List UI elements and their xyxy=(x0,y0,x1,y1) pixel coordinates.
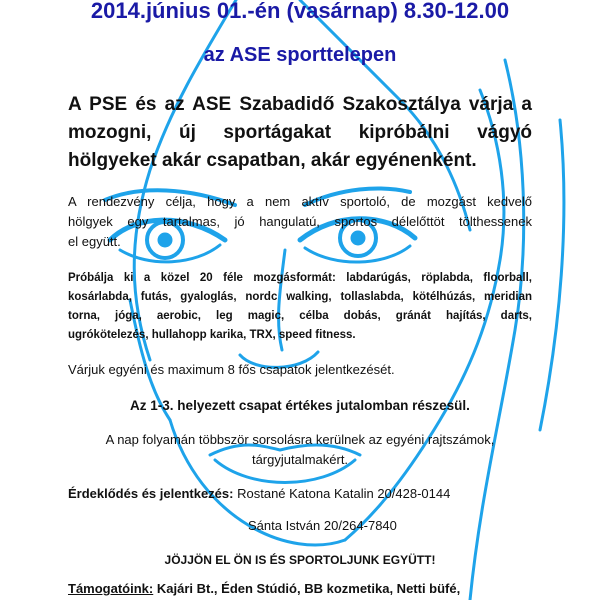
sponsors-label: Támogatóink: xyxy=(68,581,154,596)
date-line: 2014.június 01.-én (vasárnap) 8.30-12.00 xyxy=(90,0,510,23)
purpose-line-2: hölgyek egy tartalmas, jó hangulatú, sportos délelőttöt tölthessenek xyxy=(68,214,532,229)
raffle-line-2: tárgyjutalmakért. xyxy=(251,452,349,467)
intro-line-3: hölgyeket akár csapatban, akár egyénenként. xyxy=(68,150,477,171)
location-line: az ASE sporttelepen xyxy=(203,44,397,66)
sports-line-4: ugrókötelezés, hullahopp karika, TRX, speed fitness. xyxy=(68,329,356,341)
intro-line-1: A PSE és az ASE Szabadidő Szakosztálya várja a xyxy=(68,94,532,115)
sports-line-1: Próbálja ki a közel 20 féle mozgásformát: labdarúgás, röplabda, floorball, xyxy=(68,272,532,284)
contact-person-2: Sánta István 20/264-7840 xyxy=(248,518,397,533)
raffle-line-1: A nap folyamán többször sorsolásra kerülnek az egyéni rajtszámok, xyxy=(105,432,495,447)
purpose-line-1: A rendezvény célja, hogy a nem aktív sportoló, de mozgást kedvelő xyxy=(68,194,532,209)
sports-line-3: torna, jóga, aerobic, leg magic, célba dobás, gránát hajítás, darts, xyxy=(68,310,532,322)
contact-label: Érdeklődés és jelentkezés: xyxy=(68,486,234,501)
purpose-line-3: el együtt. xyxy=(68,234,121,249)
intro-line-2: mozogni, új sportágakat kipróbálni vágyó xyxy=(68,122,532,143)
sports-line-2: kosárlabda, futás, gyaloglás, nordc walking, tollaslabda, kötélhúzás, meridian xyxy=(68,291,532,303)
hair-far-right xyxy=(540,120,564,430)
contact-person-1: Rostané Katona Katalin 20/428-0144 xyxy=(237,486,451,501)
contact-line xyxy=(68,486,548,501)
registration-line: Várjuk egyéni és maximum 8 fős csapatok jelentkezését. xyxy=(68,362,395,377)
sponsors-line xyxy=(68,581,588,596)
prize-line: Az 1-3. helyezett csapat értékes jutalomban részesül. xyxy=(130,398,470,413)
sponsors-list: Kajári Bt., Éden Stúdió, BB kozmetika, Netti büfé, xyxy=(156,581,461,596)
slogan-line: JÖJJÖN EL ÖN IS ÉS SPORTOLJUNK EGYÜTT! xyxy=(164,553,436,567)
